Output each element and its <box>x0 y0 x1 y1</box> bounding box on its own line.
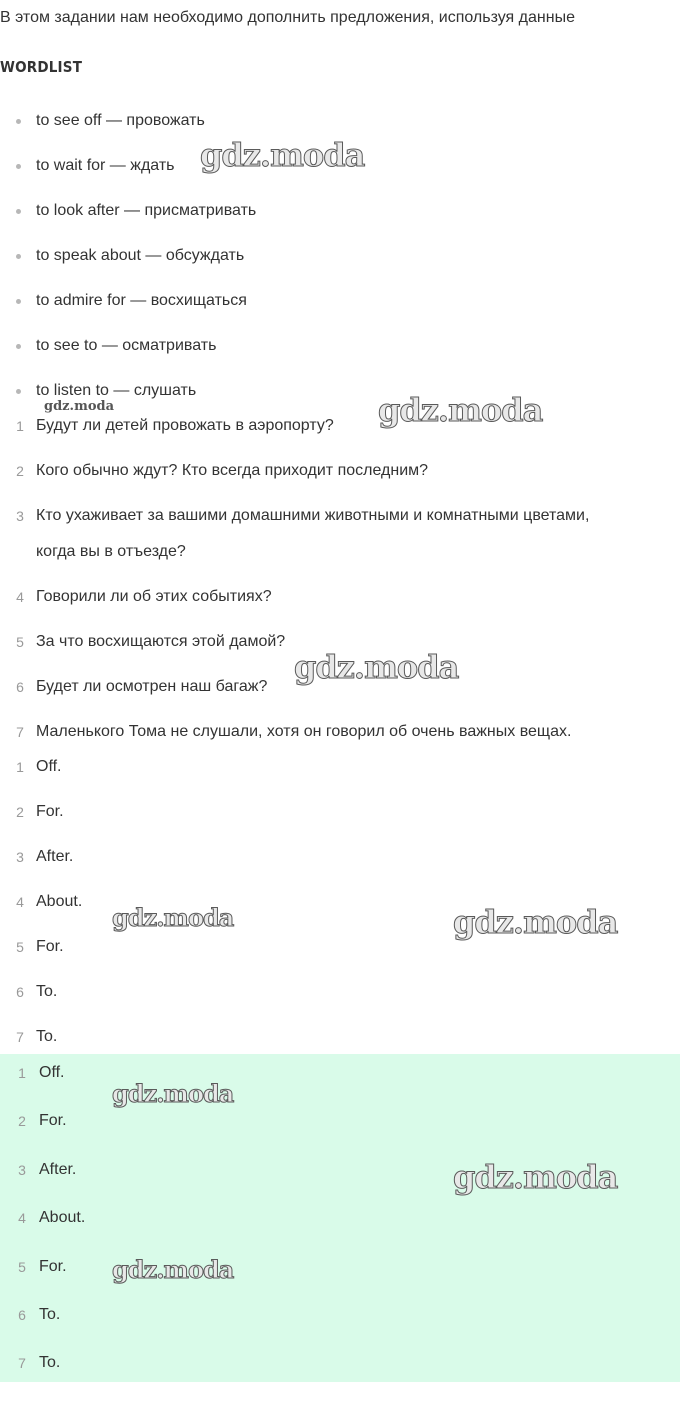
watermark: gdz.moda <box>453 903 618 941</box>
answer-item <box>0 1158 680 1182</box>
question-item <box>0 720 680 744</box>
wordlist-item-text: to listen to — слушать <box>36 382 197 399</box>
answer-item <box>0 1303 680 1327</box>
watermark: gdz.moda <box>112 1255 234 1284</box>
answer-item <box>0 1061 680 1085</box>
bullet-icon <box>16 119 21 124</box>
wordlist-item-text: to speak about — обсуждать <box>36 247 245 264</box>
answer-text: For. <box>36 803 64 820</box>
answer-number: 5 <box>18 1259 26 1275</box>
question-item-continuation <box>0 540 680 564</box>
answer-item <box>0 1025 680 1049</box>
answer-text: To. <box>39 1354 61 1371</box>
question-text: За что восхищаются этой дамой? <box>36 633 286 650</box>
question-item <box>0 459 680 483</box>
watermark: gdz.moda <box>44 399 115 414</box>
answer-item <box>0 845 680 869</box>
watermark: gdz.moda <box>112 1079 234 1108</box>
answer-text: For. <box>39 1258 67 1275</box>
question-text: Говорили ли об этих событиях? <box>36 588 272 605</box>
answer-number: 4 <box>18 1210 26 1226</box>
answer-item <box>0 800 680 824</box>
intro-text: В этом задании нам необходимо дополнить предложения, используя данные <box>0 9 575 26</box>
answer-number: 5 <box>16 939 24 955</box>
question-number: 7 <box>16 724 24 740</box>
watermark: gdz.moda <box>200 136 365 174</box>
question-text: Кто ухаживает за вашими домашними животными и комнатными цветами, <box>36 507 590 524</box>
answer-block-highlighted <box>0 1054 680 1382</box>
bullet-icon <box>16 209 21 214</box>
question-item <box>0 585 680 609</box>
wordlist-item-text: to wait for — ждать <box>36 157 175 174</box>
wordlist-item-text: to look after — присматривать <box>36 202 257 219</box>
question-text: Будет ли осмотрен наш багаж? <box>36 678 268 695</box>
question-number: 6 <box>16 679 24 695</box>
bullet-icon <box>16 344 21 349</box>
question-number: 5 <box>16 634 24 650</box>
answer-text: About. <box>36 893 83 910</box>
wordlist-heading: WORDLIST <box>0 58 83 76</box>
answer-number: 3 <box>16 849 24 865</box>
wordlist-item-text: to see to — осматривать <box>36 337 217 354</box>
answer-number: 6 <box>18 1307 26 1323</box>
answer-number: 2 <box>16 804 24 820</box>
answer-item <box>0 755 680 779</box>
bullet-icon <box>16 299 21 304</box>
answer-item <box>0 1206 680 1230</box>
answer-number: 7 <box>18 1355 26 1371</box>
answer-text: After. <box>39 1161 77 1178</box>
answer-text: For. <box>36 938 64 955</box>
question-text: Будут ли детей провожать в аэропорту? <box>36 417 334 434</box>
answer-number: 6 <box>16 984 24 1000</box>
answer-item <box>0 980 680 1004</box>
bullet-icon <box>16 164 21 169</box>
watermark: gdz.moda <box>453 1158 618 1196</box>
answer-text: After. <box>36 848 74 865</box>
question-number: 2 <box>16 463 24 479</box>
question-text: Кого обычно ждут? Кто всегда приходит последним? <box>36 462 429 479</box>
answer-text: To. <box>36 983 58 1000</box>
watermark: gdz.moda <box>378 391 543 429</box>
question-item <box>0 504 680 528</box>
answer-number: 7 <box>16 1029 24 1045</box>
question-item <box>0 630 680 654</box>
answer-number: 3 <box>18 1162 26 1178</box>
answer-text: About. <box>39 1209 86 1226</box>
answer-item <box>0 935 680 959</box>
watermark: gdz.moda <box>112 903 234 932</box>
answer-text: To. <box>39 1306 61 1323</box>
watermark: gdz.moda <box>294 648 459 686</box>
question-text: Маленького Тома не слушали, хотя он говорил об очень важных вещах. <box>36 723 572 740</box>
bullet-icon <box>16 389 21 394</box>
answer-text: For. <box>39 1112 67 1129</box>
answer-number: 2 <box>18 1113 26 1129</box>
answer-text: Off. <box>39 1064 65 1081</box>
answer-number: 1 <box>18 1065 26 1081</box>
question-item <box>0 675 680 699</box>
answer-text: To. <box>36 1028 58 1045</box>
bullet-icon <box>16 254 21 259</box>
wordlist-item-text: to see off — провожать <box>36 112 205 129</box>
answer-item <box>0 1109 680 1133</box>
answer-number: 1 <box>16 759 24 775</box>
answer-number: 4 <box>16 894 24 910</box>
answer-item <box>0 1351 680 1375</box>
answer-item <box>0 890 680 914</box>
question-number: 3 <box>16 508 24 524</box>
question-text: когда вы в отъезде? <box>36 543 186 560</box>
answer-item <box>0 1255 680 1279</box>
question-item <box>0 414 680 438</box>
answer-text: Off. <box>36 758 62 775</box>
wordlist-item-text: to admire for — восхищаться <box>36 292 247 309</box>
question-number: 4 <box>16 589 24 605</box>
question-number: 1 <box>16 418 24 434</box>
